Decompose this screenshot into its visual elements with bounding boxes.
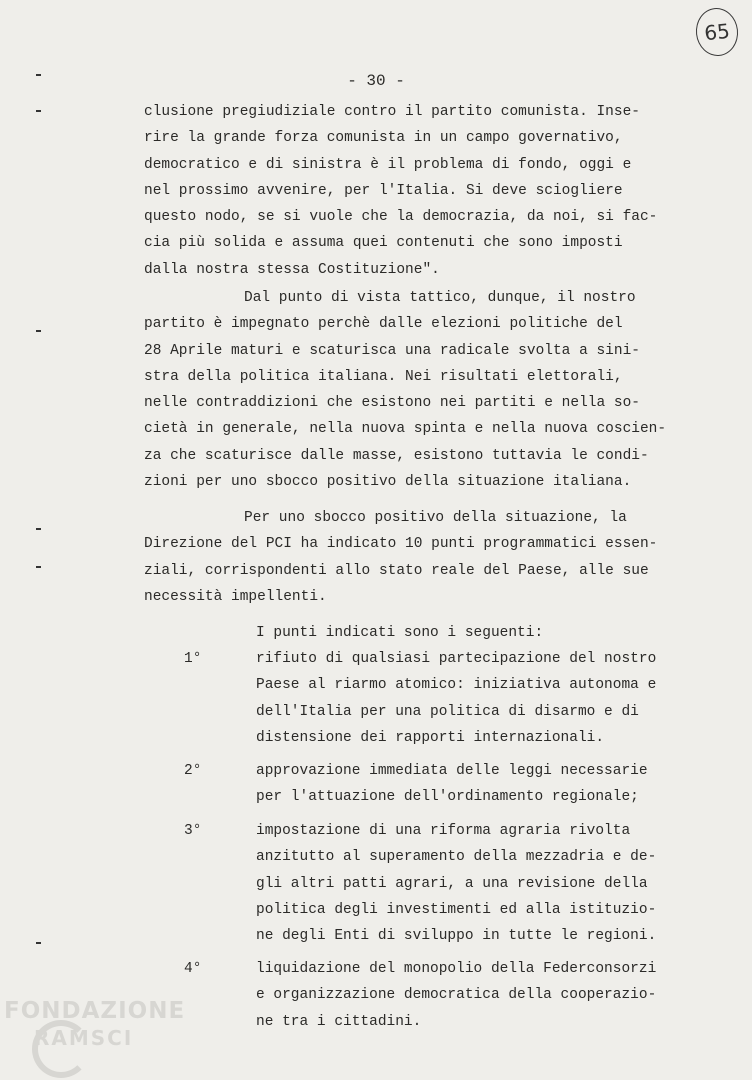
text-line: impostazione di una riforma agraria rivolta — [256, 823, 631, 839]
text-line: Per uno sbocco positivo della situazione, la — [244, 510, 627, 526]
text-line: Dal punto di vista tattico, dunque, il nostro — [244, 290, 636, 306]
text-line: Paese al riarmo atomico: iniziativa autonoma e — [256, 677, 657, 694]
points-intro: I punti indicati sono i seguenti: — [256, 625, 544, 641]
text-line: e organizzazione democratica della cooperazio- — [256, 987, 657, 1004]
text-line: cietà in generale, nella nuova spinta e nella nuova coscien- — [144, 421, 667, 438]
text-line: liquidazione del monopolio della Federconsorzi — [256, 961, 657, 977]
text-line: Direzione del PCI ha indicato 10 punti programmatici essen- — [144, 536, 658, 553]
margin-mark — [36, 566, 41, 568]
margin-mark — [36, 74, 41, 76]
margin-mark — [36, 528, 41, 530]
point-item — [256, 818, 676, 949]
text-line: rire la grande forza comunista in un campo governativo, — [144, 130, 623, 147]
text-line: rifiuto di qualsiasi partecipazione del nostro — [256, 651, 657, 667]
point-number: 3° — [184, 823, 202, 839]
margin-mark — [36, 942, 41, 944]
text-line: questo nodo, se si vuole che la democrazia, da noi, si fac- — [144, 209, 658, 226]
point-number: 4° — [184, 961, 202, 977]
text-line: anzitutto al superamento della mezzadria e de- — [256, 849, 657, 866]
text-line: zioni per uno sbocco positivo della situazione italiana. — [144, 474, 632, 491]
page-number: - 30 - — [347, 72, 405, 90]
margin-mark — [36, 330, 41, 332]
point-item — [256, 956, 676, 1035]
text-line: politica degli investimenti ed alla istituzio- — [256, 901, 657, 918]
archive-page-stamp: 65 — [694, 6, 741, 58]
text-line: clusione pregiudiziale contro il partito comunista. Inse- — [144, 104, 640, 120]
point-number: 1° — [184, 651, 202, 667]
text-line: nel prossimo avvenire, per l'Italia. Si deve sciogliere — [144, 182, 623, 199]
watermark-text: FONDAZIONE — [4, 998, 186, 1024]
text-line: gli altri patti agrari, a una revisione della — [256, 875, 648, 892]
text-line: cia più solida e assuma quei contenuti che sono imposti — [144, 235, 623, 252]
intro-paragraph — [144, 99, 674, 283]
text-line: per l'attuazione dell'ordinamento regionale; — [256, 789, 639, 806]
margin-mark — [36, 110, 41, 112]
tactical-paragraph — [144, 285, 674, 495]
text-line: 28 Aprile maturi e scaturisca una radicale svolta a sini- — [144, 342, 640, 359]
point-item — [256, 758, 676, 811]
text-line: approvazione immediata delle leggi necessarie — [256, 763, 648, 779]
direction-paragraph — [144, 505, 674, 610]
text-line: stra della politica italiana. Nei risultati elettorali, — [144, 368, 623, 385]
text-line: nelle contraddizioni che esistono nei partiti e nella so- — [144, 395, 640, 412]
text-line: ne tra i cittadini. — [256, 1013, 422, 1030]
watermark-text: RAMSCI — [34, 1026, 134, 1050]
text-line: dalla nostra stessa Costituzione". — [144, 261, 440, 278]
text-line: democratico e di sinistra è il problema di fondo, oggi e — [144, 156, 632, 173]
text-line: dell'Italia per una politica di disarmo e di — [256, 703, 639, 720]
text-line: partito è impegnato perchè dalle elezioni politiche del — [144, 316, 623, 333]
text-line: za che scaturisce dalle masse, esistono tuttavia le condi- — [144, 447, 649, 464]
point-number: 2° — [184, 763, 202, 779]
text-line: ziali, corrispondenti allo stato reale del Paese, alle sue — [144, 562, 649, 579]
text-line: ne degli Enti di sviluppo in tutte le regioni. — [256, 928, 657, 945]
point-item — [256, 646, 676, 751]
archive-watermark — [4, 998, 204, 1078]
text-line: necessità impellenti. — [144, 588, 327, 605]
text-line: distensione dei rapporti internazionali. — [256, 729, 605, 746]
